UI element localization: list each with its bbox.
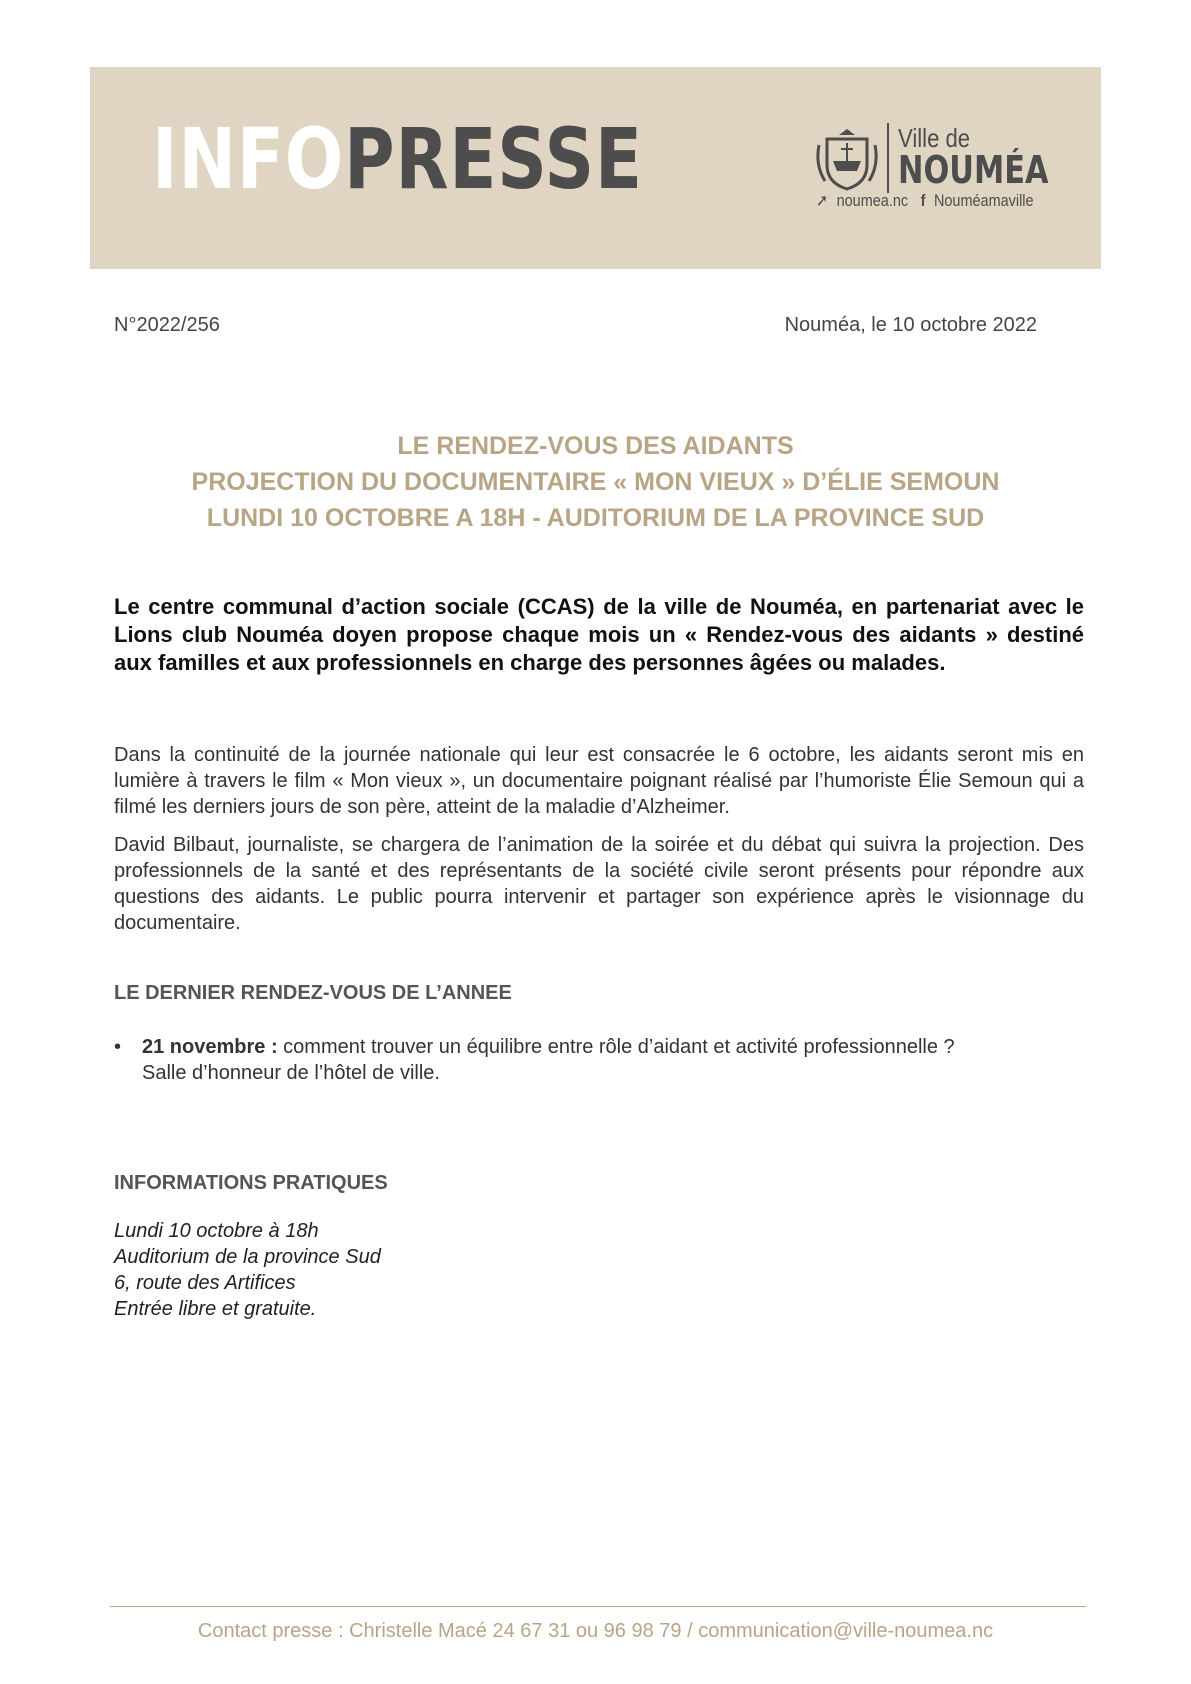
social-links — [816, 191, 1042, 211]
practical-heading: INFORMATIONS PRATIQUES — [114, 1172, 388, 1194]
logo-info-text: INFO — [152, 110, 345, 208]
title-line-2: PROJECTION DU DOCUMENTAIRE « MON VIEUX » D’ÉLIE SEMOUN — [191, 468, 1000, 496]
bullet-icon: • — [114, 1036, 122, 1058]
press-date: Nouméa, le 10 octobre 2022 — [784, 314, 1037, 336]
city-prefix: Ville de — [898, 123, 971, 153]
info-presse-logo — [152, 110, 643, 208]
body-paragraph-2: David Bilbaut, journaliste, se chargera de l’animation de la soirée et du débat qui suivra la projection. Des professionnels de la santé et des représentants de la société civile seront présents pour répondre aux questions des aidants. Le public pourra intervenir et partager son expérience après le visionnage du documentaire. — [114, 834, 1084, 934]
facebook-link[interactable]: Nouméamaville — [933, 191, 1034, 210]
logo-divider — [887, 123, 889, 193]
press-reference: N°2022/256 — [114, 314, 220, 336]
meeting-location: Salle d’honneur de l’hôtel de ville. — [142, 1062, 440, 1084]
list-item — [114, 1034, 1094, 1086]
title-line-3: LUNDI 10 OCTOBRE A 18H - AUDITORIUM DE LA PROVINCE SUD — [206, 504, 985, 532]
press-title — [90, 428, 1101, 536]
last-meeting-heading: LE DERNIER RENDEZ-VOUS DE L’ANNEE — [114, 982, 512, 1004]
city-crest-icon — [815, 125, 879, 193]
title-line-1: LE RENDEZ-VOUS DES AIDANTS — [397, 432, 794, 460]
practical-line: Entrée libre et gratuite. — [114, 1298, 317, 1320]
lead-paragraph: Le centre communal d’action sociale (CCAS) de la ville de Nouméa, en partenariat avec le Lions club Nouméa doyen propose chaque mois un « Rendez-vous des aidants » destiné aux familles et aux professionnels en charge des personnes âgées ou malades. — [114, 594, 1084, 675]
practical-line: Auditorium de la province Sud — [114, 1246, 381, 1268]
body-paragraph-1: Dans la continuité de la journée nationale qui leur est consacrée le 6 octobre, les aidants seront mis en lumière à travers le film « Mon vieux », un documentaire poignant réalisé par l’humoriste Élie Semoun qui a filmé les derniers jours de son père, atteint de la maladie d’Alzheimer. — [114, 744, 1084, 818]
footer-divider — [110, 1606, 1086, 1607]
practical-info — [114, 1218, 381, 1322]
facebook-icon: f — [920, 191, 926, 210]
city-name: NOUMÉA — [898, 148, 1049, 192]
meeting-description: comment trouver un équilibre entre rôle d’aidant et activité professionnelle ? — [277, 1036, 955, 1058]
practical-line: 6, route des Artifices — [114, 1272, 296, 1294]
footer-contact: Contact presse : Christelle Macé 24 67 31 ou 96 98 79 / communication@ville-noumea.nc — [197, 1620, 994, 1642]
meeting-date: 21 novembre : — [142, 1036, 278, 1058]
logo-presse-text: PRESSE — [344, 110, 643, 208]
practical-line: Lundi 10 octobre à 18h — [114, 1220, 319, 1242]
arrow-icon: ➚ — [816, 191, 829, 210]
website-link[interactable]: noumea.nc — [836, 191, 909, 210]
header-banner — [90, 67, 1101, 269]
